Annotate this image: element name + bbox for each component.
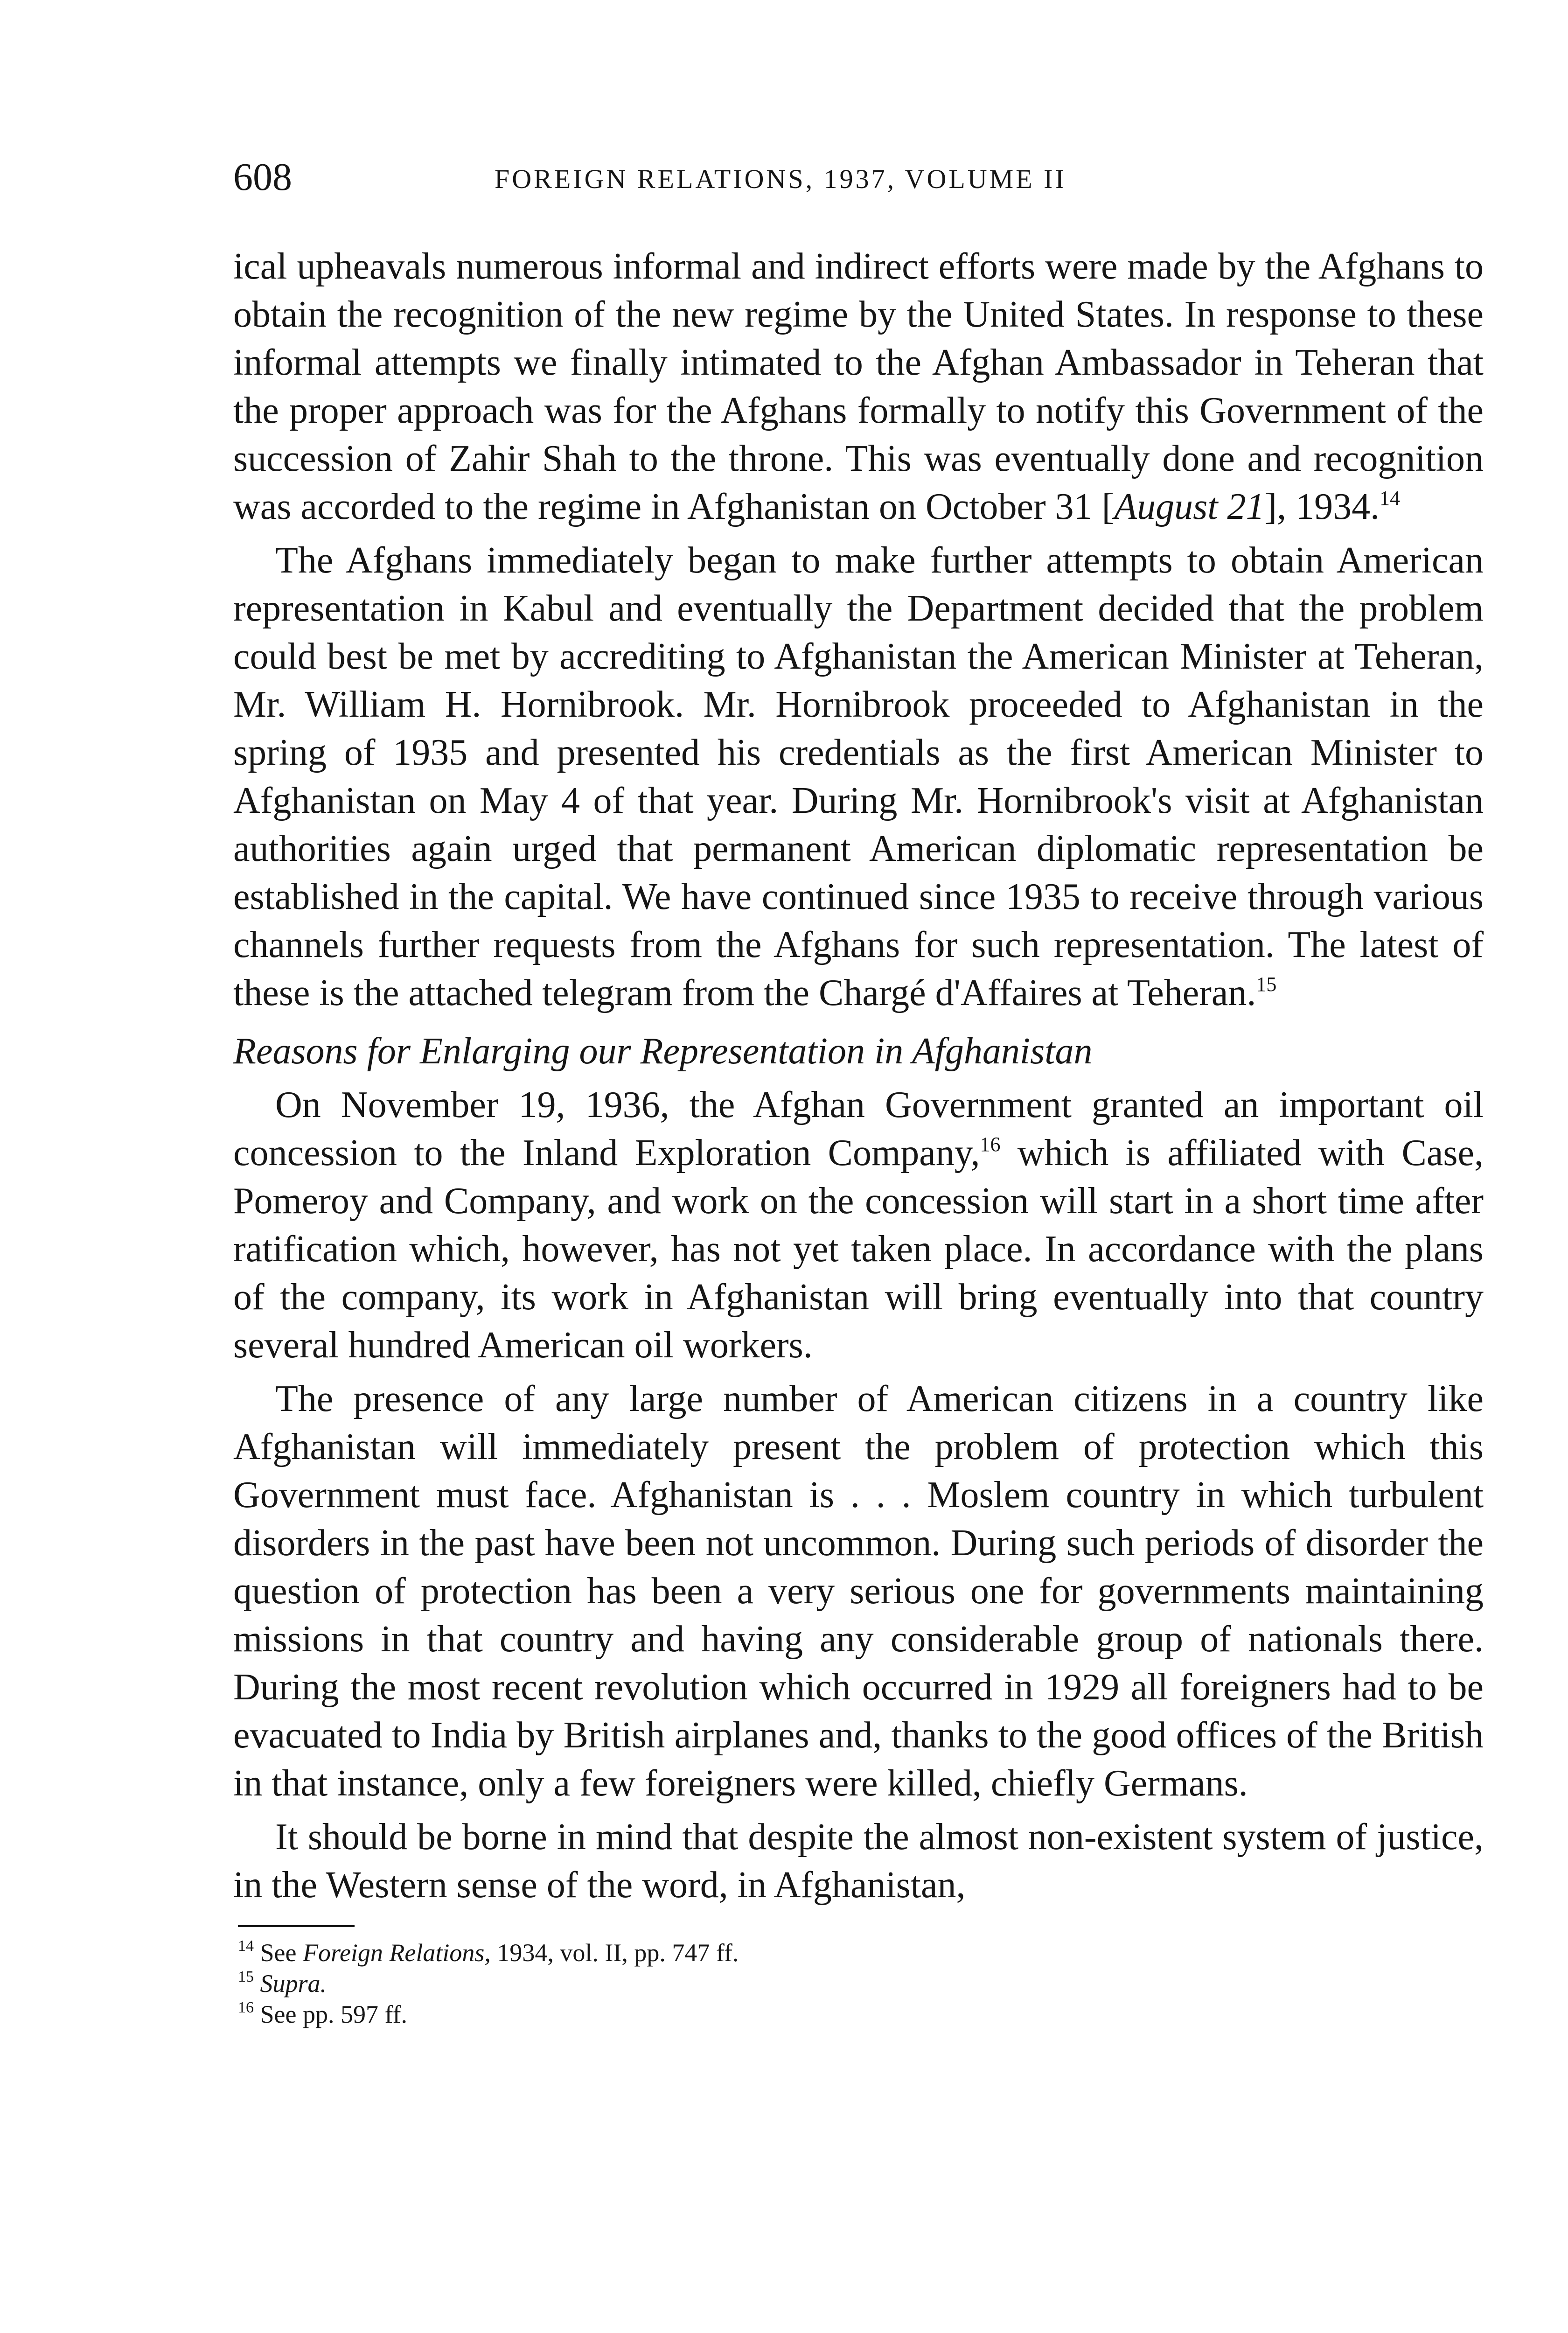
paragraph-4: The presence of any large number of American citizens in a country like Afghanistan will immediately present the problem of protection which this Government must face. Afghanistan is . . . Moslem country in which turbulent disorders in the past have been not uncommon. During such periods of disorder the question of protection has been a very serious one for governments maintaining missions in that country and having any considerable group of nationals there. During the most recent revolution which occurred in 1929 all foreigners had to be evacuated to India by British airplanes and, thanks to the good offices of the British in that instance, only a few foreigners were killed, chiefly Germans. (233, 1378, 1484, 1804)
paragraph-3 (233, 1081, 1484, 1369)
paragraph-3-text-a: On November 19, 1936, the Afghan Government granted an important oil concession to the Inland Exploration Company, (233, 1084, 1484, 1173)
date-correction: August 21 (1114, 486, 1265, 527)
paragraph-2-text: The Afghans immediately began to make further attempts to obtain American representation in Kabul and eventually the Department decided that the problem could best be met by accrediting to Afghanistan the American Minister at Teheran, Mr. William H. Hornibrook. Mr. Hornibrook proceeded to Afghanistan in the spring of 1935 and presented his credentials as the first American Minister to Afghanistan on May 4 of that year. During Mr. Hornibrook's visit at Afghanistan authorities again urged that permanent American diplomatic representation be established in the capital. We have continued since 1935 to receive through various channels further requests from the Afghans for such representation. The latest of these is the attached telegram from the Chargé d'Affaires at Teheran. (233, 540, 1484, 1013)
footnote-number: 16 (238, 1999, 254, 2016)
footnote-16 (238, 1999, 1484, 2030)
footnote-italic-title: Supra. (260, 1970, 327, 1998)
section-heading: Reasons for Enlarging our Representation in Afghanistan (233, 1031, 1093, 1072)
page-number: 608 (233, 155, 292, 199)
paragraph-2 (233, 537, 1484, 1017)
paragraph-1-tail: ], 1934. (1264, 486, 1380, 527)
footnote-number: 15 (238, 1968, 254, 1985)
footnotes (238, 1937, 1484, 2030)
running-title: FOREIGN RELATIONS, 1937, VOLUME II (495, 164, 1066, 194)
footnote-italic-title: Foreign Relations, (302, 1939, 491, 1967)
footnote-ref-14: 14 (1380, 487, 1401, 510)
paragraph-1-text: ical upheavals numerous informal and indirect efforts were made by the Afghans to obtain the recognition of the new regime by the United States. In response to these informal attempts we finally intimated to the Afghan Ambassador in Teheran that the proper approach was for the Afghans formally to notify this Government of the succession of Zahir Shah to the throne. This was eventually done and recognition was accorded to the regime in Afghanistan on October 31 [ (233, 246, 1484, 527)
paragraph-1 (233, 243, 1484, 531)
footnote-rule (238, 1925, 355, 1927)
footnote-15 (238, 1968, 1484, 1999)
running-head (233, 154, 1484, 210)
paragraph-3-text-b: which is affiliated with Case, Pomeroy and Company, and work on the concession will start in a short time after ratification which, however, has not yet taken place. In accordance with the plans of the company, its work in Afghanistan will bring eventually into that country several hundred American oil workers. (233, 1132, 1484, 1366)
footnote-text: See pp. 597 ff. (260, 2000, 407, 2028)
footnote-ref-16: 16 (980, 1133, 1001, 1156)
footnote-14 (238, 1937, 1484, 1968)
footnote-text: See (260, 1939, 303, 1967)
document-page (233, 154, 1484, 2030)
body-text (233, 243, 1484, 1909)
footnote-ref-15: 15 (1256, 973, 1277, 996)
footnote-text-tail: 1934, vol. II, pp. 747 ff. (490, 1939, 739, 1967)
footnote-number: 14 (238, 1937, 254, 1955)
paragraph-5: It should be borne in mind that despite the almost non-existent system of justice, in the Western sense of the word, in Afghanistan, (233, 1816, 1484, 1906)
